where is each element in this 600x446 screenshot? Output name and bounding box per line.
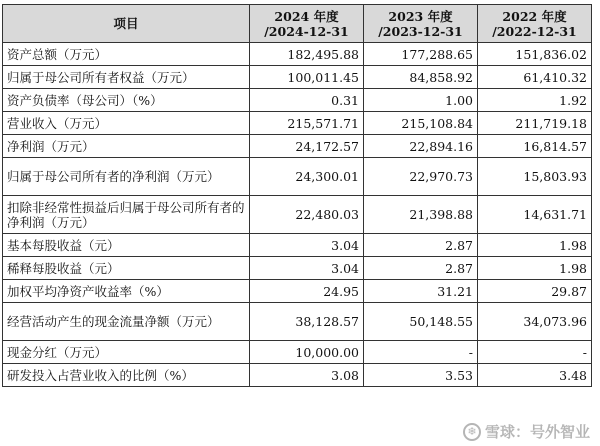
header-2024-date: /2024-12-31 [264,23,349,39]
cell-2023: - [364,341,478,364]
row-label: 稀释每股收益（元） [3,257,250,280]
row-label: 资产总额（万元） [3,43,250,66]
header-item: 项目 [3,5,250,43]
watermark [463,421,590,442]
header-2022-date: /2022-12-31 [492,23,577,39]
row-label: 现金分红（万元） [3,341,250,364]
cell-2023: 50,148.55 [364,303,478,341]
cell-2022: 14,631.71 [478,196,592,234]
cell-2024: 3.04 [250,234,364,257]
header-2024-year: 2024 年度 [274,8,339,24]
header-2022-year: 2022 年度 [502,8,567,24]
cell-2022: - [478,341,592,364]
cell-2023: 1.00 [364,89,478,112]
cell-2024: 24.95 [250,280,364,303]
cell-2024: 3.04 [250,257,364,280]
table-row [3,112,592,135]
row-label: 研发投入占营业收入的比例（%） [3,364,250,387]
header-2023 [364,5,478,43]
table-row [3,303,592,341]
cell-2024: 0.31 [250,89,364,112]
row-label: 经营活动产生的现金流量净额（万元） [3,303,250,341]
cell-2023: 22,894.16 [364,135,478,158]
cell-2023: 84,858.92 [364,66,478,89]
cell-2023: 2.87 [364,234,478,257]
cell-2024: 24,300.01 [250,158,364,196]
cell-2023: 177,288.65 [364,43,478,66]
cell-2022: 1.98 [478,234,592,257]
cell-2023: 31.21 [364,280,478,303]
table-row [3,89,592,112]
cell-2023: 215,108.84 [364,112,478,135]
row-label: 资产负债率（母公司）（%） [3,89,250,112]
cell-2023: 21,398.88 [364,196,478,234]
row-label: 基本每股收益（元） [3,234,250,257]
table-row [3,234,592,257]
table-row [3,257,592,280]
cell-2024: 182,495.88 [250,43,364,66]
cell-2023: 22,970.73 [364,158,478,196]
table-row [3,280,592,303]
cell-2022: 3.48 [478,364,592,387]
table-row [3,364,592,387]
cell-2024: 38,128.57 [250,303,364,341]
header-2023-year: 2023 年度 [388,8,453,24]
row-label: 扣除非经常性损益后归属于母公司所有者的净利润（万元） [3,196,250,234]
cell-2024: 100,011.45 [250,66,364,89]
cell-2024: 3.08 [250,364,364,387]
cell-2022: 34,073.96 [478,303,592,341]
table-row [3,43,592,66]
watermark-text: 雪球：号外智业 [484,423,590,441]
snowball-logo-icon: ❄ [463,423,481,441]
cell-2022: 29.87 [478,280,592,303]
cell-2022: 61,410.32 [478,66,592,89]
row-label: 加权平均净资产收益率（%） [3,280,250,303]
table-header-row [3,5,592,43]
table-row [3,341,592,364]
table-row [3,196,592,234]
cell-2022: 1.98 [478,257,592,280]
header-2022 [478,5,592,43]
cell-2022: 211,719.18 [478,112,592,135]
cell-2022: 151,836.02 [478,43,592,66]
header-2023-date: /2023-12-31 [378,23,463,39]
financial-summary-table [2,4,592,387]
cell-2022: 1.92 [478,89,592,112]
row-label: 净利润（万元） [3,135,250,158]
row-label: 归属于母公司所有者的净利润（万元） [3,158,250,196]
cell-2024: 215,571.71 [250,112,364,135]
cell-2024: 10,000.00 [250,341,364,364]
row-label: 营业收入（万元） [3,112,250,135]
cell-2022: 15,803.93 [478,158,592,196]
cell-2024: 22,480.03 [250,196,364,234]
cell-2022: 16,814.57 [478,135,592,158]
row-label: 归属于母公司所有者权益（万元） [3,66,250,89]
cell-2023: 3.53 [364,364,478,387]
cell-2023: 2.87 [364,257,478,280]
table-row [3,66,592,89]
header-2024 [250,5,364,43]
cell-2024: 24,172.57 [250,135,364,158]
table-row [3,158,592,196]
table-row [3,135,592,158]
